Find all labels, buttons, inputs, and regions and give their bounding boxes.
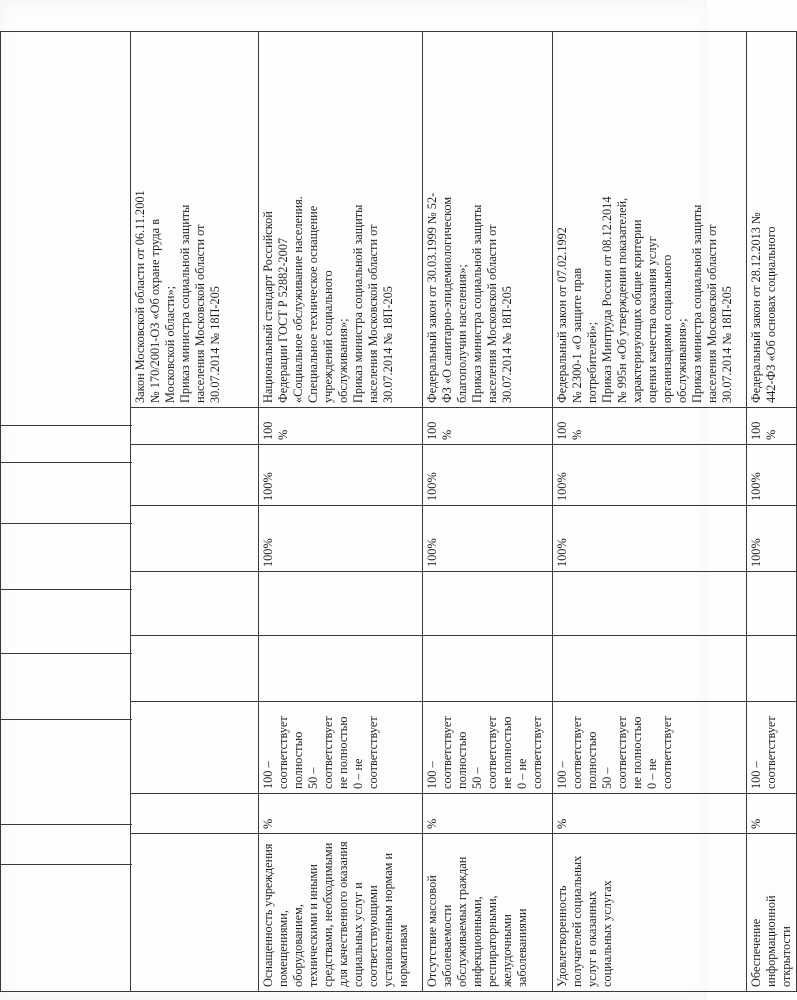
value-cell: 100%: [553, 408, 747, 445]
value-cell: 100%: [259, 408, 423, 445]
value-cell: [259, 572, 423, 636]
value-cell: 100%: [259, 506, 423, 572]
value-cell: [553, 572, 747, 636]
indicator-cell: Обеспечение информационной открытости: [747, 834, 797, 992]
value-cell: 100%: [747, 408, 797, 445]
value-cell: 100%: [259, 445, 423, 506]
rotated-table-wrapper: [130, 32, 793, 992]
value-cell: 100%: [553, 445, 747, 506]
basis-cell: Национальный стандарт Российской Федерации ГОСТ Р 52882-2007 «Социальное обслуживание населения. Специальное техническое оснащение учреждений социального обслуживания»; Приказ министра социальной защиты населения Московской области от 30.07.2014 № 18П-205: [259, 32, 423, 408]
value-cell: [259, 636, 423, 702]
unit-cell: %: [259, 794, 423, 834]
basis-cell: Федеральный закон от 07.02.1992 № 2300-1 «О защите прав потребителей»; Приказ Минтруда России от 08.12.2014 № 995н «Об утверждении показателей, характеризующих общие критерии оценки качества оказания услуг организациями социального обслуживания»; Приказ министра социальной защиты населения Московской области от 30.07.2014 № 18П-205: [553, 32, 747, 408]
table-row: [259, 32, 423, 992]
value-cell: [131, 445, 259, 506]
indicator-cell: [131, 834, 259, 992]
table-fragment: [0, 31, 132, 992]
basis-cell: Закон Московской области от 06.11.2001 № 170/2001-ОЗ «Об охране труда в Московской области»; Приказ министра социальной защиты населения Московской области от 30.07.2014 № 18П-205: [131, 32, 259, 408]
method-cell: [131, 702, 259, 794]
value-cell: 100%: [747, 445, 797, 506]
table-row: [553, 32, 747, 992]
basis-cell: Федеральный закон от 28.12.2013 № 442-ФЗ «Об основах социального: [747, 32, 797, 408]
value-cell: [423, 572, 553, 636]
table-row: [747, 32, 797, 992]
table-row: [423, 32, 553, 992]
indicator-cell: Оснащенность учреждения помещениями, оборудованием, техническими и иными средствами, необходимыми для качественного оказания социальных услуг и соответствующими установленным нормам и нормативам: [259, 834, 423, 992]
basis-cell: Федеральный закон от 30.03.1999 № 52- ФЗ «О санитарно-эпидемиологическом благополучии населения»; Приказ министра социальной защиты населения Московской области от 30.07.2014 № 18П-205: [423, 32, 553, 408]
unit-cell: %: [553, 794, 747, 834]
value-cell: [131, 636, 259, 702]
method-cell: 100 – соответствует полностью 50 – соответствует не полностью 0 – не соответствует: [259, 702, 423, 794]
value-cell: 100%: [423, 408, 553, 445]
value-cell: 100%: [423, 506, 553, 572]
value-cell: [747, 636, 797, 702]
value-cell: 100%: [553, 506, 747, 572]
value-cell: [131, 572, 259, 636]
indicator-cell: Удовлетворенность получателей социальных услуг в оказанных социальных услугах: [553, 834, 747, 992]
value-cell: [423, 636, 553, 702]
method-cell: 100 – соответствует: [747, 702, 797, 794]
value-cell: [747, 572, 797, 636]
indicator-cell: Отсутствие массовой заболеваемости обслуживаемых граждан инфекционными, респираторными, желудочными заболеваниями: [423, 834, 553, 992]
unit-cell: %: [747, 794, 797, 834]
unit-cell: %: [423, 794, 553, 834]
value-cell: [553, 636, 747, 702]
standards-table: [130, 31, 797, 992]
table-row: [131, 32, 259, 992]
value-cell: 100%: [747, 506, 797, 572]
page-fragment-left: [0, 0, 130, 1000]
value-cell: [131, 506, 259, 572]
value-cell: 100%: [423, 445, 553, 506]
method-cell: 100 – соответствует полностью 50 – соответствует не полностью 0 – не соответствует: [423, 702, 553, 794]
unit-cell: [131, 794, 259, 834]
method-cell: 100 – соответствует полностью 50 – соответствует не полностью 0 – не соответствует: [553, 702, 747, 794]
value-cell: [131, 408, 259, 445]
